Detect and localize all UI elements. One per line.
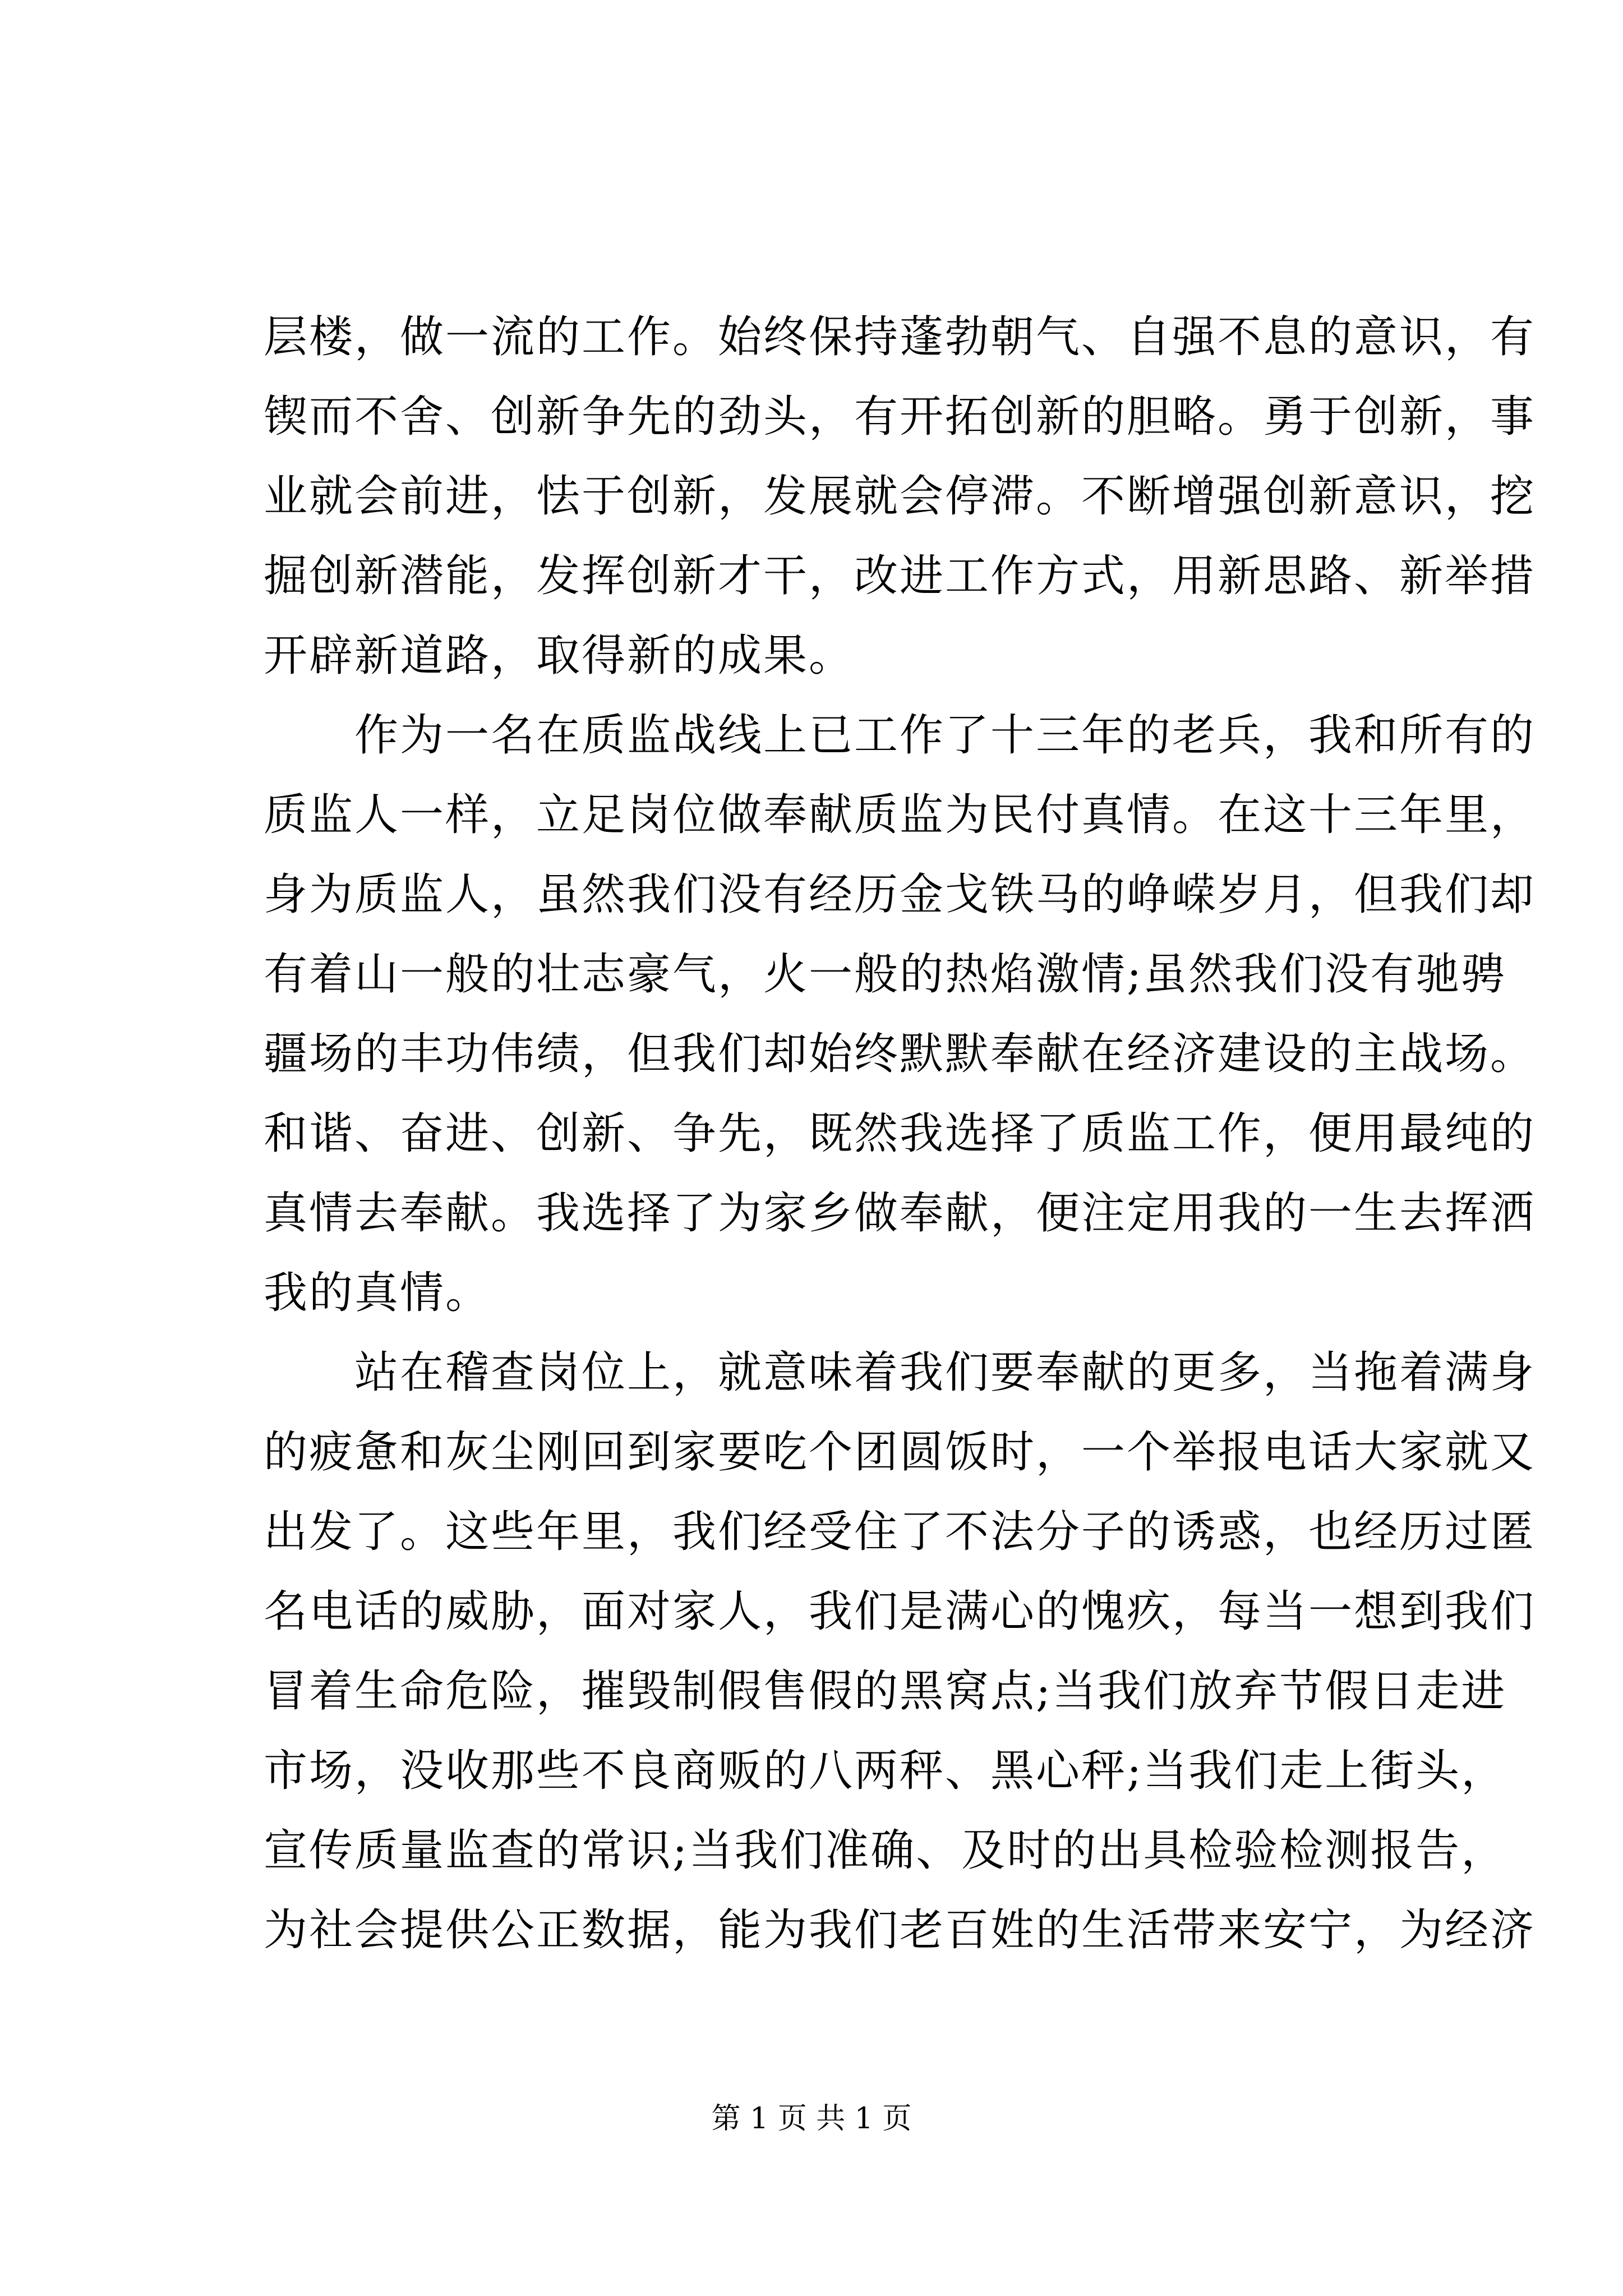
text-line: 质监人一样，立足岗位做奉献质监为民付真情。在这十三年里， xyxy=(264,790,1536,840)
text-line: 作为一名在质监战线上已工作了十三年的老兵，我和所有的 xyxy=(264,710,1536,761)
text-line: 冒着生命危险，摧毁制假售假的黑窝点;当我们放弃节假日走进 xyxy=(264,1666,1507,1717)
text-line: 锲而不舍、创新争先的劲头，有开拓创新的胆略。勇于创新，事 xyxy=(264,392,1536,442)
text-line: 身为质监人，虽然我们没有经历金戈铁马的峥嵘岁月，但我们却 xyxy=(264,869,1536,920)
document-body xyxy=(264,297,1536,1970)
text-line: 和谐、奋进、创新、争先，既然我选择了质监工作，便用最纯的 xyxy=(264,1108,1536,1159)
text-line: 掘创新潜能，发挥创新才干，改进工作方式，用新思路、新举措 xyxy=(264,551,1536,601)
text-line: 有着山一般的壮志豪气，火一般的热焰激情;虽然我们没有驰骋 xyxy=(264,949,1507,1000)
text-line: 开辟新道路，取得新的成果。 xyxy=(264,631,855,681)
text-line: 宣传质量监查的常识;当我们准确、及时的出具检验检测报告， xyxy=(264,1825,1507,1876)
text-line: 名电话的威胁，面对家人，我们是满心的愧疚，每当一想到我们 xyxy=(264,1586,1536,1637)
text-line: 真情去奉献。我选择了为家乡做奉献，便注定用我的一生去挥洒 xyxy=(264,1188,1536,1239)
text-line: 市场，没收那些不良商贩的八两秤、黑心秤;当我们走上街头， xyxy=(264,1746,1507,1796)
text-line: 层楼，做一流的工作。始终保持蓬勃朝气、自强不息的意识，有 xyxy=(264,312,1536,362)
text-line: 为社会提供公正数据，能为我们老百姓的生活带来安宁，为经济 xyxy=(264,1905,1536,1955)
page-number-label: 第 1 页 共 1 页 xyxy=(711,2102,912,2136)
text-line: 业就会前进，怯于创新，发展就会停滞。不断增强创新意识，挖 xyxy=(264,471,1536,522)
text-line: 出发了。这些年里，我们经受住了不法分子的诱惑，也经历过匿 xyxy=(264,1507,1536,1557)
text-line: 我的真情。 xyxy=(264,1268,491,1318)
text-line: 站在稽查岗位上，就意味着我们要奉献的更多，当拖着满身 xyxy=(264,1347,1536,1398)
text-line: 的疲惫和灰尘刚回到家要吃个团圆饭时，一个举报电话大家就又 xyxy=(264,1427,1536,1478)
page-footer xyxy=(0,2099,1623,2138)
text-line: 疆场的丰功伟绩，但我们却始终默默奉献在经济建设的主战场。 xyxy=(264,1029,1536,1079)
